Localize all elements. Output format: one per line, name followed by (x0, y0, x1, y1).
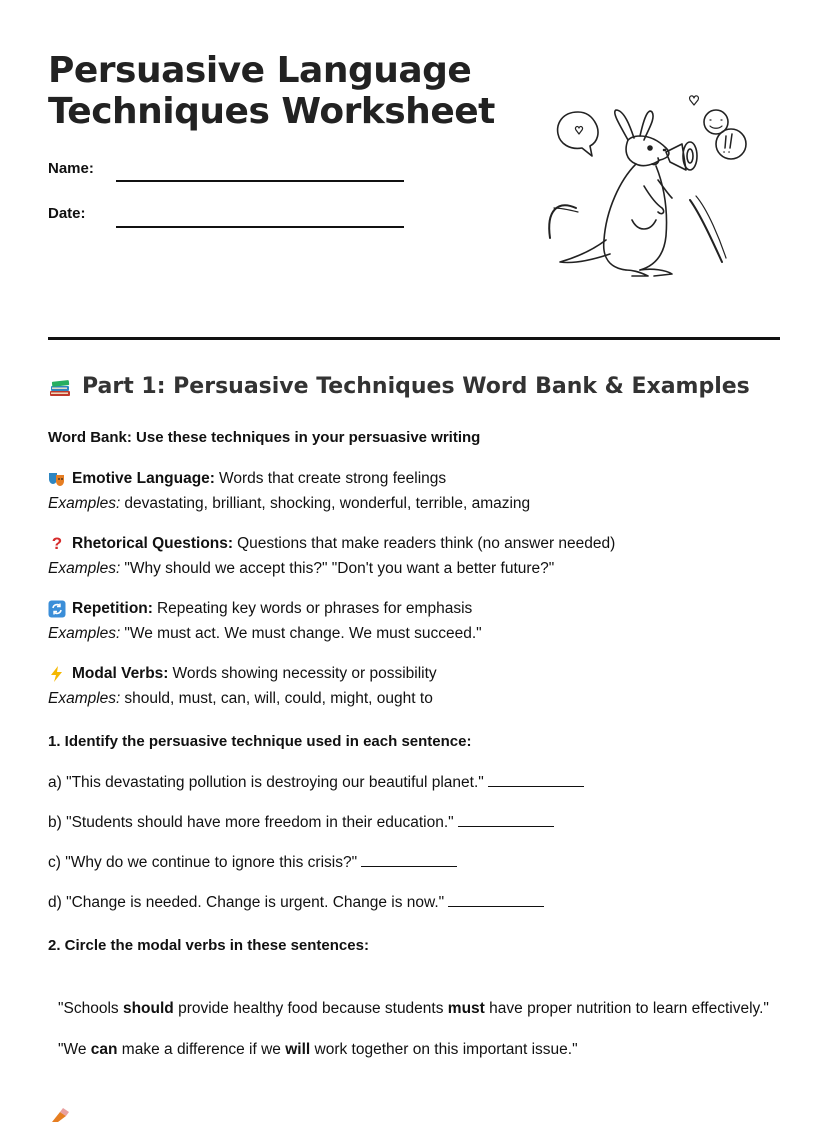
lightning-icon (48, 665, 66, 683)
question-1c (48, 852, 457, 872)
theater-masks-icon (48, 470, 66, 488)
technique-description: Words showing necessity or possibility (172, 665, 437, 682)
part1-heading (48, 374, 750, 399)
question-1d (48, 892, 544, 912)
technique-name: Repetition: (72, 600, 153, 617)
examples-label: Examples: (48, 560, 121, 577)
modal-verb[interactable]: will (285, 1041, 311, 1058)
technique-description: Questions that make readers think (no answer needed) (237, 535, 616, 552)
modal-sentence-1: "Schools should provide healthy food because students must have proper nutrition to learn effectively." (58, 1000, 769, 1017)
question-text: c) "Why do we continue to ignore this crisis?" (48, 854, 358, 871)
date-field[interactable] (116, 226, 404, 228)
answer-blank[interactable] (458, 812, 554, 827)
name-field[interactable] (116, 180, 404, 182)
technique-examples: devastating, brilliant, shocking, wonderful, terrible, amazing (124, 495, 531, 512)
examples-label: Examples: (48, 625, 121, 642)
page-title: Persuasive Language Techniques Worksheet (48, 50, 495, 132)
technique-name: Rhetorical Questions: (72, 535, 234, 552)
question-text: a) "This devastating pollution is destroying our beautiful planet." (48, 774, 484, 791)
examples-label: Examples: (48, 495, 121, 512)
technique-examples: "We must act. We must change. We must succeed." (124, 625, 482, 642)
question-1-prompt: 1. Identify the persuasive technique used in each sentence: (48, 733, 472, 750)
technique-emotive-language (48, 466, 530, 516)
technique-name: Modal Verbs: (72, 665, 169, 682)
technique-description: Repeating key words or phrases for emphasis (156, 600, 473, 617)
part1-title: Part 1: Persuasive Techniques Word Bank & Examples (82, 374, 750, 399)
technique-repetition (48, 596, 482, 646)
pencil-icon (48, 1106, 72, 1122)
section-divider (48, 337, 780, 340)
question-2-prompt: 2. Circle the modal verbs in these sentences: (48, 937, 369, 954)
question-1a (48, 772, 584, 792)
technique-examples: "Why should we accept this?" "Don't you want a better future?" (124, 560, 555, 577)
answer-blank[interactable] (488, 772, 584, 787)
modal-verb[interactable]: should (122, 1000, 174, 1017)
modal-sentence-2: "We can make a difference if we will work together on this important issue." (58, 1041, 578, 1058)
technique-description: Words that create strong feelings (218, 470, 447, 487)
answer-blank[interactable] (361, 852, 457, 867)
examples-label: Examples: (48, 690, 121, 707)
word-bank-heading: Word Bank: Use these techniques in your persuasive writing (48, 429, 481, 446)
technique-rhetorical-questions (48, 531, 615, 581)
technique-examples: should, must, can, will, could, might, ought to (124, 690, 433, 707)
question-1b (48, 812, 554, 832)
technique-name: Emotive Language: (72, 470, 215, 487)
books-icon (48, 375, 72, 399)
modal-verb[interactable]: can (90, 1041, 118, 1058)
question-mark-icon: ? (51, 534, 63, 553)
name-label: Name: (48, 160, 94, 177)
question-text: d) "Change is needed. Change is urgent. Change is now." (48, 894, 445, 911)
modal-verb[interactable]: must (447, 1000, 485, 1017)
technique-modal-verbs (48, 661, 437, 711)
answer-blank[interactable] (448, 892, 544, 907)
repeat-icon (48, 600, 66, 618)
question-text: b) "Students should have more freedom in their education." (48, 814, 454, 831)
date-label: Date: (48, 205, 86, 222)
kangaroo-megaphone-illustration (540, 90, 760, 280)
